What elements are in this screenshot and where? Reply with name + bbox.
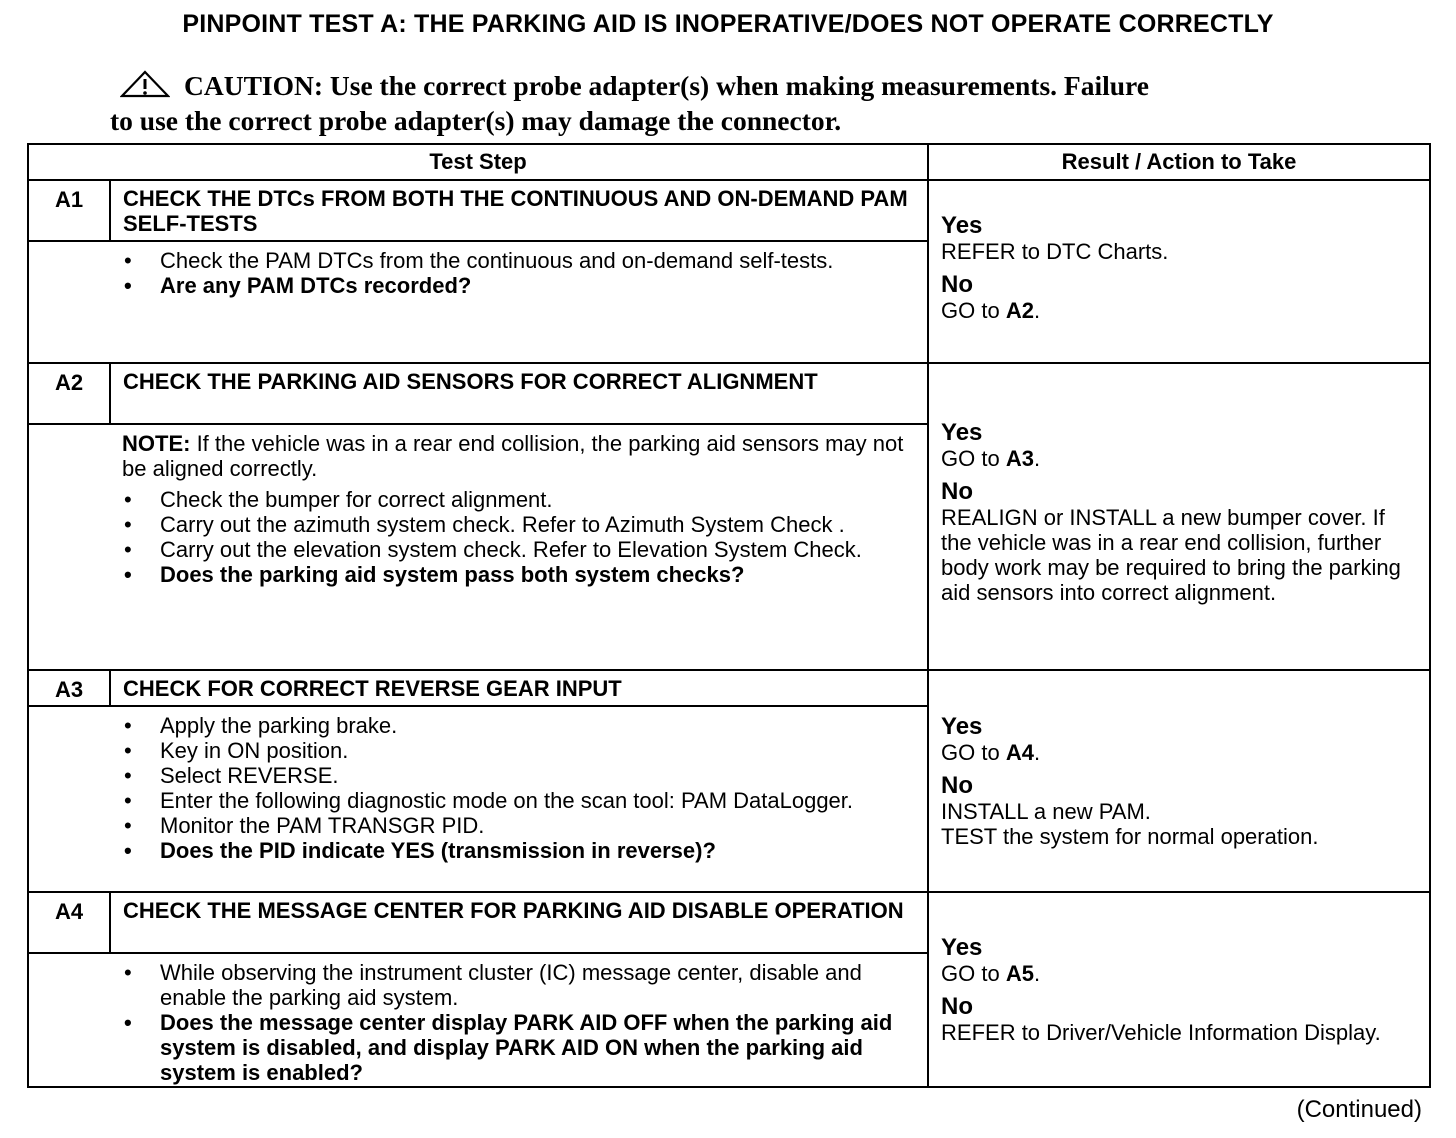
yes-label: Yes (941, 933, 983, 961)
step-id-a2: A2 (28, 363, 110, 424)
yes-action: GO to A5. (941, 960, 1041, 986)
step-result-a4 (928, 892, 1430, 1087)
list-item: • Key in ON position. (122, 738, 915, 763)
no-action: REALIGN or INSTALL a new bumper cover. If the vehicle was in a rear end collision, further body work may be required to bring the parking aid sensors into correct alignment. (941, 505, 1401, 605)
no-action: REFER to Driver/Vehicle Information Display. (941, 1019, 1381, 1045)
list-item: • Carry out the elevation system check. Refer to Elevation System Check. (122, 537, 915, 562)
step-title-a4: CHECK THE MESSAGE CENTER FOR PARKING AID DISABLE OPERATION (110, 892, 928, 953)
page-title: PINPOINT TEST A: THE PARKING AID IS INOPERATIVE/DOES NOT OPERATE CORRECTLY (182, 10, 1274, 38)
yes-action: REFER to DTC Charts. (941, 238, 1169, 264)
step-title-a1: CHECK THE DTCs FROM BOTH THE CONTINUOUS AND ON-DEMAND PAM SELF-TESTS (110, 180, 928, 241)
step-body-a3 (110, 706, 928, 892)
yes-action: GO to A3. (941, 446, 1041, 471)
list-item-question: • Does the parking aid system pass both system checks? (122, 562, 915, 587)
step-reference: A5 (1005, 960, 1034, 986)
caution-text-line1: CAUTION: Use the correct probe adapter(s) when making measurements. Failure (184, 70, 1149, 101)
step-result-a2 (928, 363, 1430, 670)
no-label: No (941, 270, 974, 298)
list-item: • Carry out the azimuth system check. Refer to Azimuth System Check . (122, 512, 915, 537)
step-id-a3: A3 (28, 670, 110, 706)
step-reference: A2 (1005, 297, 1034, 323)
list-item: • Apply the parking brake. (122, 713, 915, 738)
step-result-a3 (928, 670, 1430, 892)
yes-action: GO to A4. (941, 739, 1041, 765)
step-reference: A4 (1005, 739, 1034, 765)
step-body-a2 (110, 424, 928, 670)
step-result-a1 (928, 180, 1430, 363)
yes-label: Yes (941, 419, 983, 446)
list-item: • While observing the instrument cluster (IC) message center, disable and enable the parking aid system. (122, 960, 915, 1010)
list-item: • Enter the following diagnostic mode on the scan tool: PAM DataLogger. (122, 788, 915, 813)
list-item-question: • Are any PAM DTCs recorded? (122, 273, 915, 298)
no-label: No (941, 992, 974, 1020)
caution-notice (110, 70, 1350, 137)
header-test-step: Test Step (28, 144, 928, 180)
step-body-a4 (110, 953, 928, 1087)
no-label: No (941, 771, 974, 799)
caution-text-line2: to use the correct probe adapter(s) may damage the connector. (110, 105, 842, 136)
list-item: • Select REVERSE. (122, 763, 915, 788)
step-body-a1 (110, 241, 928, 363)
no-action: GO to A2. (941, 297, 1041, 323)
step-id-a4: A4 (28, 892, 110, 953)
note-text: NOTE: If the vehicle was in a rear end collision, the parking aid sensors may not be aligned correctly. (122, 431, 904, 481)
no-label: No (941, 478, 974, 505)
header-result-action: Result / Action to Take (928, 144, 1430, 180)
warning-triangle-icon (120, 70, 170, 105)
step-id-a1: A1 (28, 180, 110, 241)
step-title-a2: CHECK THE PARKING AID SENSORS FOR CORRECT ALIGNMENT (110, 363, 928, 424)
list-item: • Check the bumper for correct alignment. (122, 487, 915, 512)
yes-label: Yes (941, 211, 983, 239)
step-reference: A3 (1005, 446, 1034, 471)
list-item-question: • Does the PID indicate YES (transmission in reverse)? (122, 838, 915, 863)
list-item-question: • Does the message center display PARK AID OFF when the parking aid system is disabled, and display PARK AID ON when the parking aid system is enabled? (122, 1010, 915, 1085)
list-item: • Check the PAM DTCs from the continuous and on-demand self-tests. (122, 248, 915, 273)
continued-label: (Continued) (1296, 1096, 1422, 1123)
list-item: • Monitor the PAM TRANSGR PID. (122, 813, 915, 838)
step-title-a3: CHECK FOR CORRECT REVERSE GEAR INPUT (110, 670, 928, 706)
pinpoint-test-table (27, 143, 1431, 1088)
no-action: INSTALL a new PAM. TEST the system for normal operation. (941, 798, 1319, 849)
yes-label: Yes (941, 712, 983, 740)
